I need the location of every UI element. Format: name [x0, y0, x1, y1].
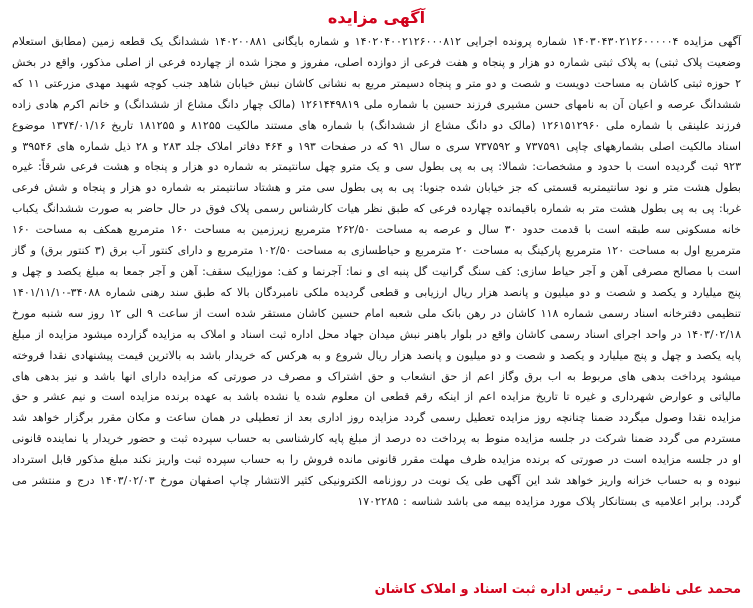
notice-body: آگهی مزایده ۱۴۰۳۰۴۳۰۲۱۲۶۰۰۰۰۰۴ شماره پرونده اجرایی ۱۴۰۲۰۴۰۰۲۱۲۶۰۰۰۸۱۲ و شماره بایگانی ۱۴۰۲۰۰۸۸۱ ششدانگ یک قطعه زمین (مطابق استعلام وضعیت پلاک ثبتی) به پلاک ثبتی شماره دو هزار و پنجاه و هفت فرعی از دوازده اصلی، مفروز و مجزا شده از چهارده فرعی از اصلی مذکور، واقع در بخش ۲ حوزه ثبتی کاشان به مساحت دویست و شصت و دو متر و پنجاه دسیمتر مربع به نشانی کاشان نبش خیابان شاهد جنب کوچه شهید مهدی مزرعتی ۱۱ که ششدانگ عرصه و اعیان آن به نامهای حسن مشیری فرزند حسین با شماره ملی ۱۲۶۱۴۴۹۸۱۹ (مالک چهار دانگ مشاع از ششدانگ) و خانم اکرم هادی زاده فرزند علینقی با شماره ملی ۱۲۶۱۵۱۲۹۶۰ (مالک دو دانگ مشاع از ششدانگ) با شماره های مستند مالکیت ۸۱۲۵۵ و ۱۸۱۲۵۵ تاریخ ۱۳۷۴/۰۱/۱۶ موضوع اسناد مالکیت اصلی بشمارههای چاپی ۷۳۷۵۹۱ و ۷۳۷۵۹۲ سری ه سال ۹۱ که در صفحات ۱۹۳ و ۴۶۴ دفاتر املاک جلد ۲۸۳ و ۲۸ ذیل شماره های ۳۹۵۴۶ و ۹۲۳ ثبت گردیده است با حدود و مشخصات: شمالا: پی به پی بطول سی و یک مترو چهل سانتیمتر به شماره دو هزار و پنجاه و هشت فرعی شرقاً: غیره بطول هشت متر و نود سانتیمتربه قسمتی که جز خیابان شده جنوبا: پی به پی بطول سی متر و هشتاد سانتیمتر به شماره دو هزار و پنجاه و شش فرعی غربا: پی به پی بطول هشت متر به شماره باقیمانده چهارده فرعی که طبق نظر هیات کارشناس رسمی پلاک فوق در حال حاضر به صورت ششدانگ یکباب خانه مسکونی سه طبقه است با قدمت حدود ۳۰ سال و عرصه به مساحت ۲۶۲/۵۰ مترمربع زیرزمین به مساحت ۱۶۰ مترمربع همکف به مساحت ۱۶۰ مترمربع اول به مساحت ۱۲۰ مترمربع پارکینگ به مساحت ۲۰ مترمربع و حیاطسازی به مساحت ۱۰۲/۵۰ مترمربع و دارای کنتور آب برق (۳ کنتور برق) و گاز است با مصالح مصرفی آهن و آجر حیاط سازی: کف سنگ گرانیت گل پنبه ای و نما: آجرنما و کف: موزاییک سقف: آهن و آجر جمعا به مبلغ یکصد و چهل و پنج میلیارد و یکصد و شصت و دو میلیون و پانصد هزار ریال ارزیابی و قطعی گردیده ملکی نامبردگان بالا که طبق سند رهنی شماره ۳۴۰۸۸-۱۴۰۱/۱۱/۱۰ تنظیمی دفترخانه اسناد رسمی شماره ۱۱۸ کاشان در رهن بانک ملی شعبه امام حسین کاشان مستقر شده است از ساعت ۹ الی ۱۲ روز سه شنبه مورخ ۱۴۰۳/۰۲/۱۸ در واحد اجرای اسناد رسمی کاشان واقع در بلوار باهنر نبش میدان جهاد محل اداره ثبت اسناد و املاک به مزایده گزارده میشود مزایده از مبلغ پایه یکصد و چهل و پنج میلیارد و یکصد و شصت و دو میلیون و پانصد هزار ریال شروع و به هرکس که خریدار باشد به بالاترین قیمت پیشنهادی نقدا فروخته میشود پرداخت بدهی های مربوط به اب برق وگاز اعم از حق انشعاب و حق اشتراک و مصرف در صورتی که مزایده دارای انها باشد و نیز بدهی های مالیاتی و عوارض شهرداری و غیره تا تاریخ مزایده اعم از اینکه رقم قطعی ان معلوم شده یا نشده باشد به عهده برنده مزایده است و نیم عشر و حق مزایده نقدا وصول میگردد ضمنا چنانچه روز مزایده تعطیل رسمی گردد مزایده روز اداری بعد از تعطیلی در همان ساعت و مکان مقرر برگزار خواهد شد مستردم می گردد ضمنا شرکت در جلسه مزایده منوط به پرداخت ده درصد از مبلغ پایه کارشناسی به حساب سپرده ثبت و حضور خریدار یا نماینده قانونی او در جلسه مزایده است در صورتی که برنده مزایده ظرف مهلت مقرر قانونی مانده فروش را به حساب سپرده ثبت واریز نکند مبلغ مذکور قابل استرداد نبوده و به حساب خزانه واریز خواهد شد این آگهی طی یک نوبت در روزنامه الکترونیکی کثیر الانتشار چاپ اصفهان مورخ ۱۴۰۳/۰۲/۰۳ درج و منتشر می گردد. برابر اعلامیه ی بستانکار پلاک مورد مزایده بیمه می باشد شناسه : ۱۷۰۲۲۸۵: [12, 35, 742, 508]
notice-signature: محمد علی ناظمی – رئیس اداره ثبت اسناد و املاک کاشان: [374, 582, 741, 597]
notice-title: آگهی مزایده: [327, 8, 426, 27]
